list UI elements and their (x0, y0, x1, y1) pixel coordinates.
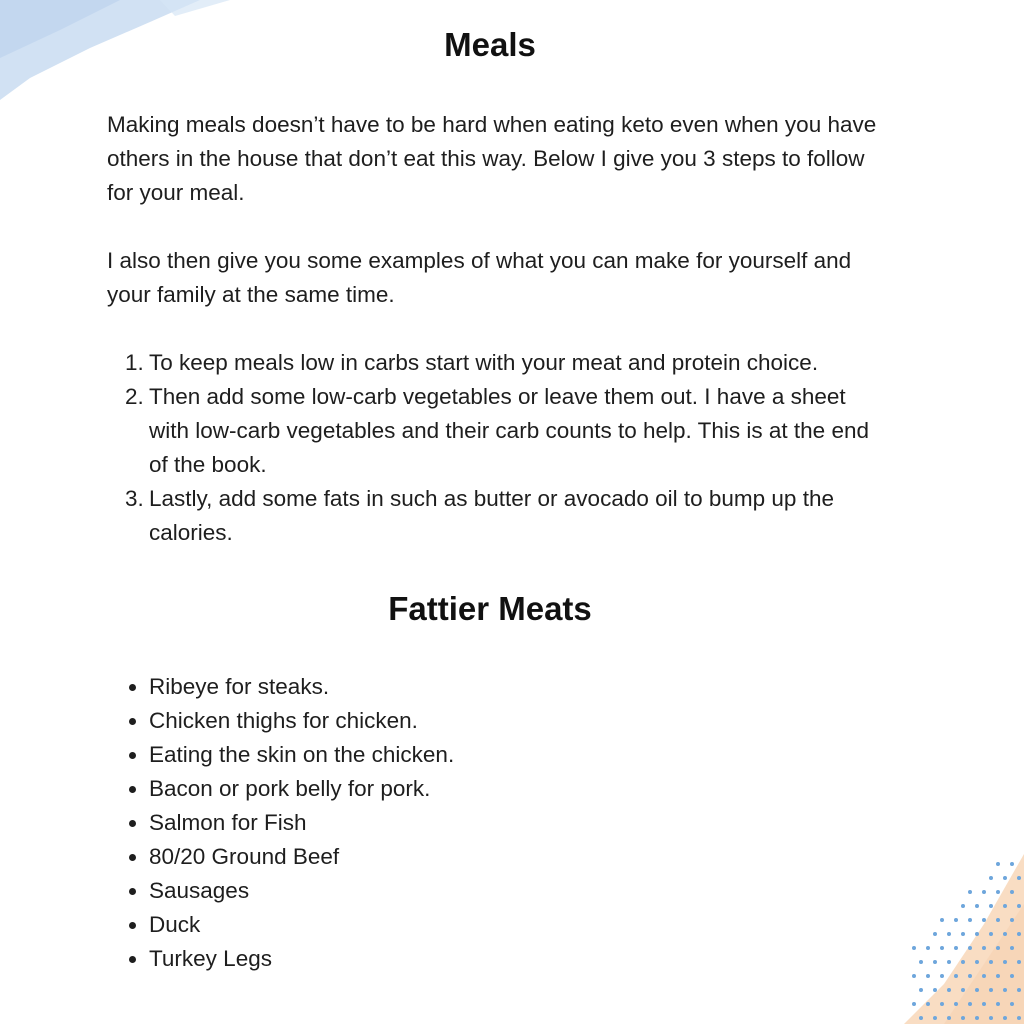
list-item (127, 670, 727, 704)
list-item (127, 772, 727, 806)
list-item-text: Bacon or pork belly for pork. (149, 776, 431, 801)
step-text: Then add some low-carb vegetables or leave them out. I have a sheet with low-carb vegetables and their carb counts to help. This is at the end of the book. (149, 384, 869, 477)
bullet-icon (129, 718, 136, 725)
intro-paragraph-2: I also then give you some examples of what you can make for yourself and your family at the same time. (107, 248, 852, 307)
bullet-icon (129, 684, 136, 691)
meal-steps-list (125, 346, 885, 550)
bullet-icon (129, 922, 136, 929)
list-item-text: Salmon for Fish (149, 810, 307, 835)
list-item-text: Duck (149, 912, 201, 937)
list-item-text: 80/20 Ground Beef (149, 844, 340, 869)
meal-step (125, 482, 885, 550)
list-item-text: Ribeye for steaks. (149, 674, 330, 699)
bullet-icon (129, 854, 136, 861)
meals-heading: Meals (444, 26, 536, 63)
fattier-meats-heading: Fattier Meats (388, 590, 592, 627)
list-item-text: Chicken thighs for chicken. (149, 708, 418, 733)
list-item (127, 806, 727, 840)
bullet-icon (129, 820, 136, 827)
bullet-icon (129, 956, 136, 963)
step-number: 3. (125, 486, 144, 511)
bullet-icon (129, 752, 136, 759)
list-item (127, 840, 727, 874)
list-item (127, 704, 727, 738)
bullet-icon (129, 888, 136, 895)
fattier-meats-list (127, 670, 727, 976)
list-item-text: Sausages (149, 878, 250, 903)
step-text: To keep meals low in carbs start with your meat and protein choice. (149, 350, 819, 375)
bullet-icon (129, 786, 136, 793)
list-item (127, 942, 727, 976)
list-item (127, 908, 727, 942)
meal-step (125, 346, 885, 380)
list-item-text: Eating the skin on the chicken. (149, 742, 455, 767)
list-item-text: Turkey Legs (149, 946, 272, 971)
step-number: 2. (125, 384, 144, 409)
step-text: Lastly, add some fats in such as butter or avocado oil to bump up the calories. (149, 486, 834, 545)
meal-step (125, 380, 885, 482)
list-item (127, 874, 727, 908)
list-item (127, 738, 727, 772)
step-number: 1. (125, 350, 144, 375)
intro-paragraph-1: Making meals doesn’t have to be hard when eating keto even when you have others in the house that don’t eat this way. Below I give you 3 steps to follow for your meal. (107, 112, 877, 205)
